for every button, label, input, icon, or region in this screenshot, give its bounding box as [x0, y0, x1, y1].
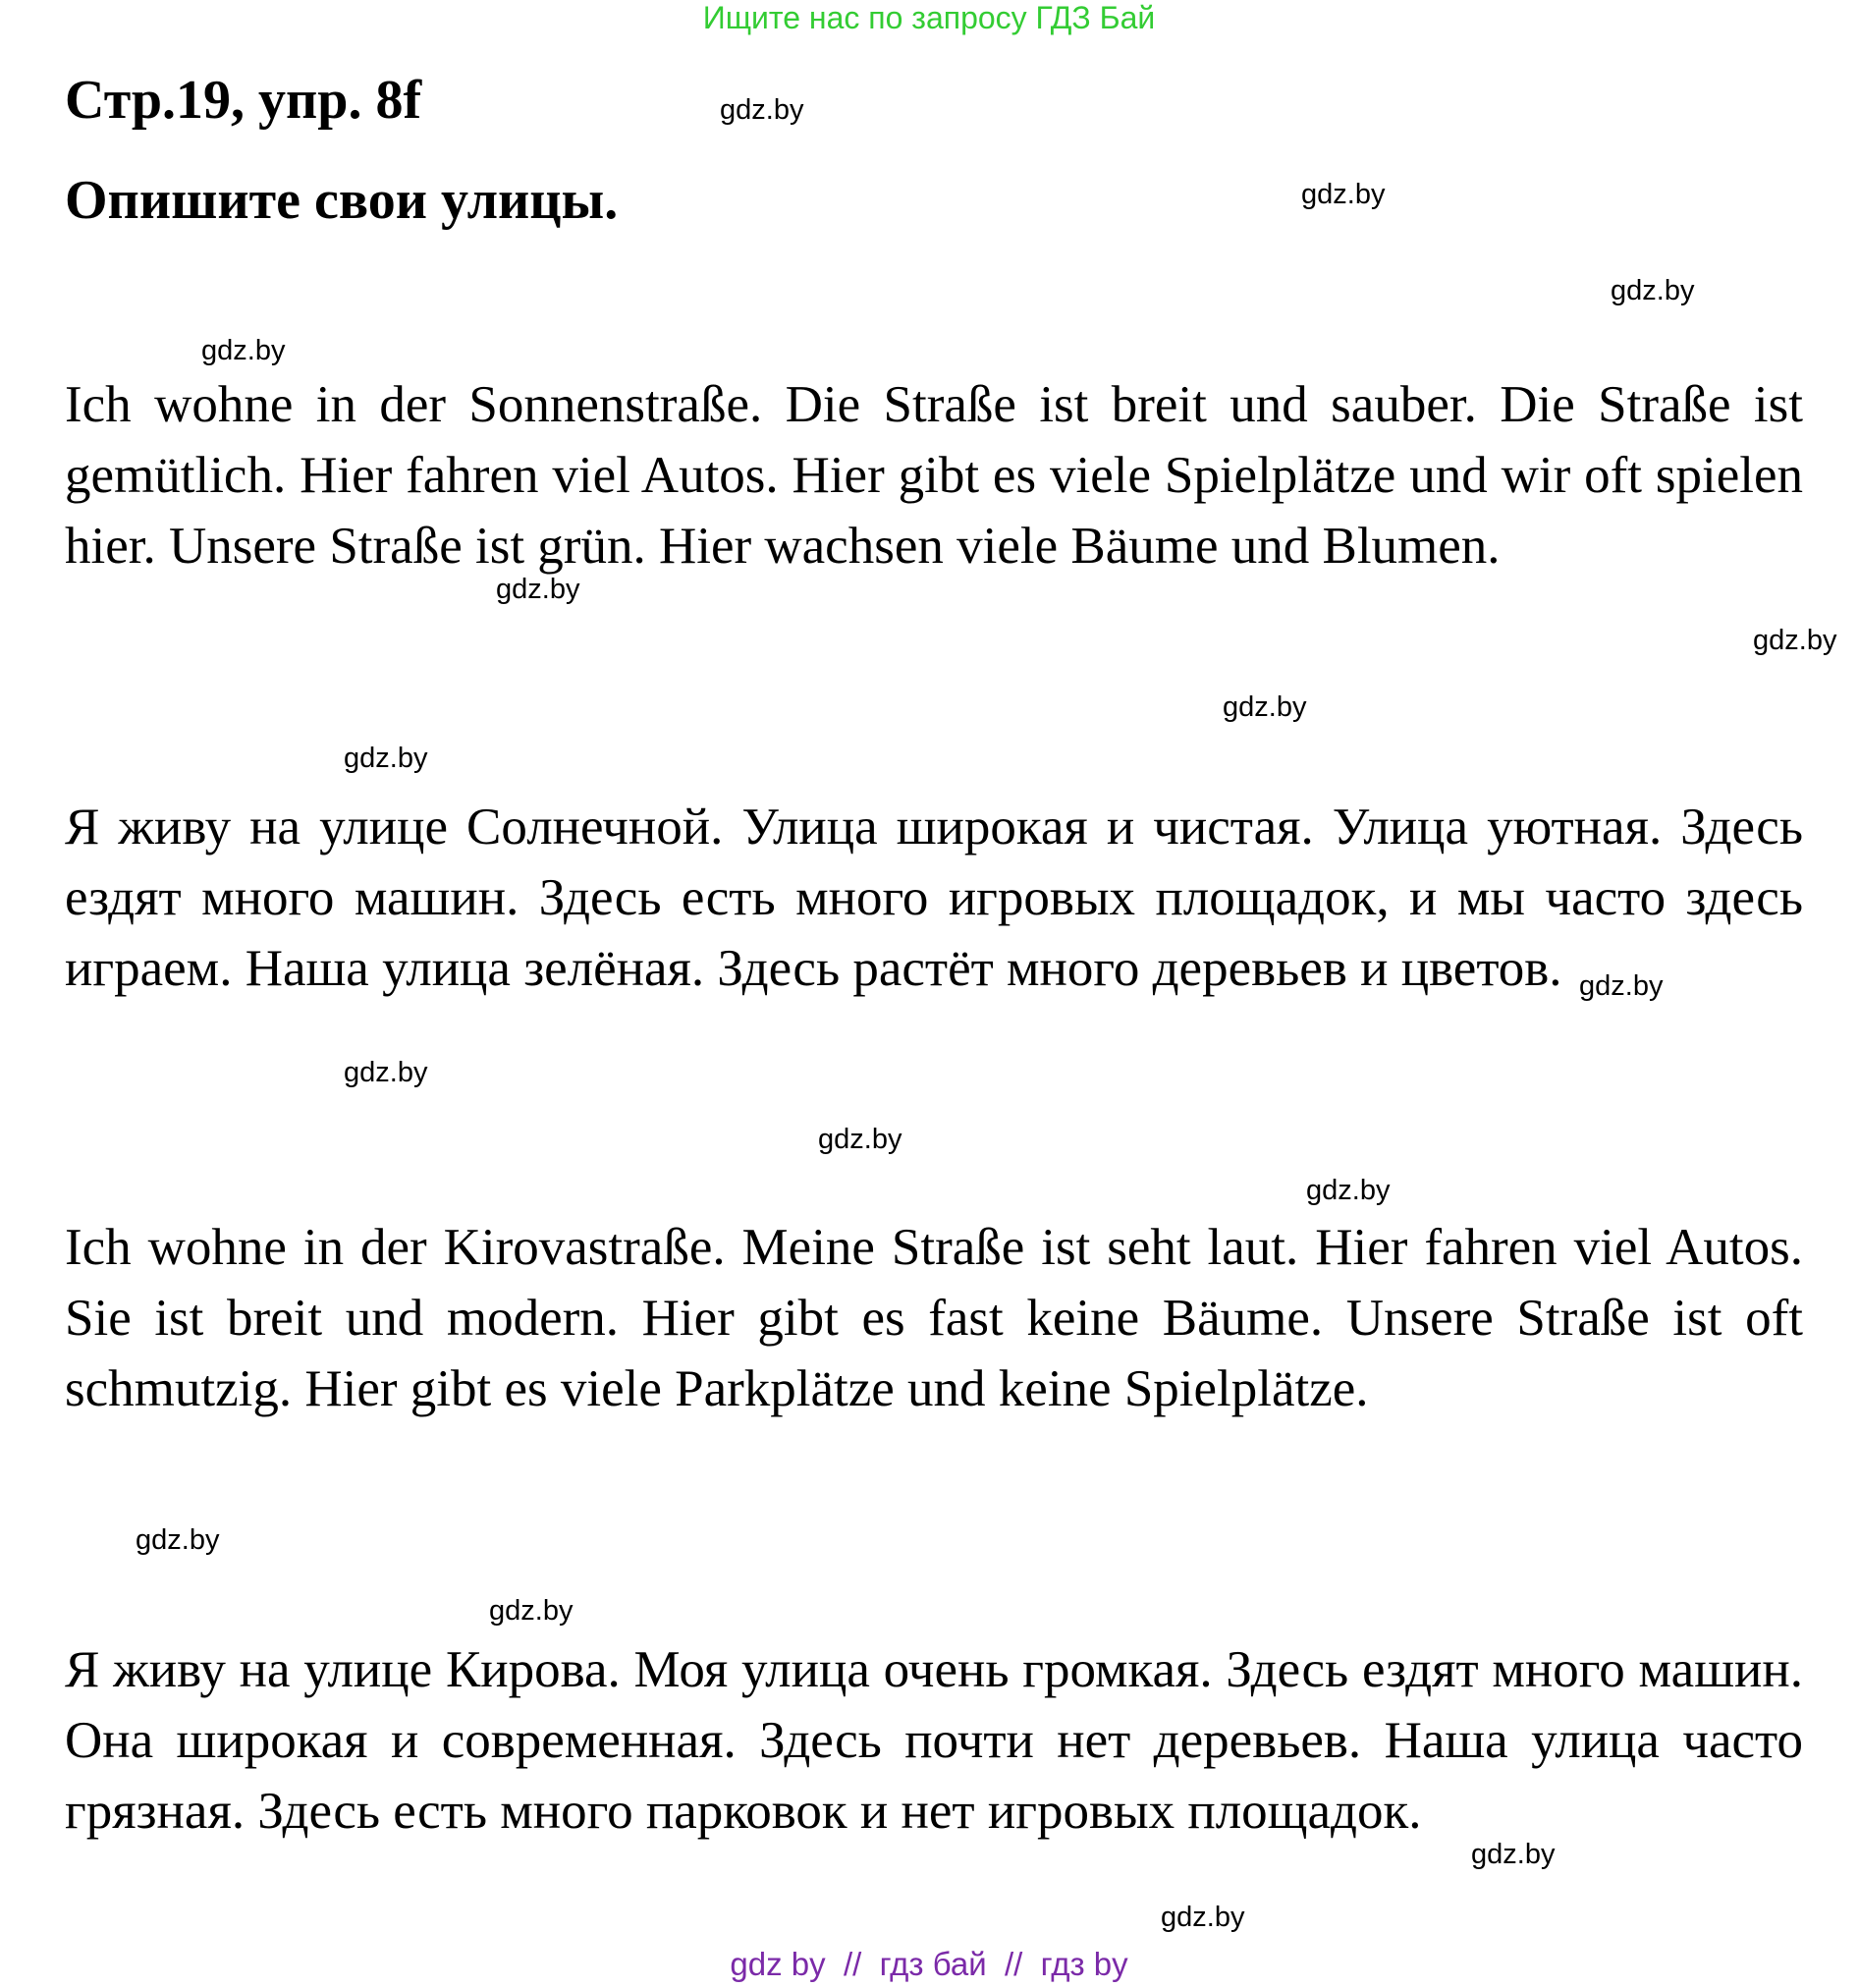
watermark: gdz.by [1471, 1839, 1556, 1870]
watermark: gdz.by [1301, 179, 1386, 210]
watermark: gdz.by [1611, 275, 1695, 306]
paragraph-german-1: Ich wohne in der Sonnenstraße. Die Straße ist breit und sauber. Die Straße ist gemütlich. Hier fahren viel Autos. Hier gibt es viele Spielplätze und wir oft spielen hier. Unsere Straße ist grün. Hier wachsen viele Bäume und Blumen. [65, 376, 1803, 575]
watermark: gdz.by [1753, 625, 1837, 656]
watermark: gdz.by [136, 1524, 220, 1556]
watermark: gdz.by [720, 94, 804, 126]
watermark: gdz.by [489, 1595, 574, 1627]
watermark: gdz.by [818, 1124, 902, 1155]
watermark: gdz.by [1223, 691, 1307, 723]
watermark: gdz.by [496, 574, 580, 605]
footer-links[interactable]: gdz by // гдз бай // гдз by [730, 1946, 1128, 1982]
task-heading: Опишите свои улицы. [65, 170, 619, 231]
paragraph-german-2: Ich wohne in der Kirovastraße. Meine Straße ist seht laut. Hier fahren viel Autos. Sie ist breit und modern. Hier gibt es fast keine Bäume. Unsere Straße ist oft schmutzig. Hier gibt es viele Parkplätze und keine Spielplätze. [65, 1219, 1803, 1417]
paragraph-russian-1: Я живу на улице Солнечной. Улица широкая и чистая. Улица уютная. Здесь ездят много машин. Здесь есть много игровых площадок, и мы часто здесь играем. Наша улица зелёная. Здесь растёт много деревьев и цветов. [65, 799, 1803, 997]
watermark: gdz.by [1579, 970, 1664, 1002]
watermark: gdz.by [344, 743, 428, 774]
paragraph-russian-2: Я живу на улице Кирова. Моя улица очень громкая. Здесь ездят много машин. Она широкая и современная. Здесь почти нет деревьев. Наша улица часто грязная. Здесь есть много парковок и нет игровых площадок. [65, 1641, 1803, 1840]
top-banner[interactable]: Ищите нас по запросу ГДЗ Бай [702, 0, 1156, 35]
watermark: gdz.by [1306, 1175, 1391, 1206]
page-title: Стр.19, упр. 8f [65, 70, 422, 131]
watermark: gdz.by [1161, 1902, 1245, 1933]
watermark: gdz.by [344, 1057, 428, 1088]
watermark: gdz.by [201, 335, 286, 366]
